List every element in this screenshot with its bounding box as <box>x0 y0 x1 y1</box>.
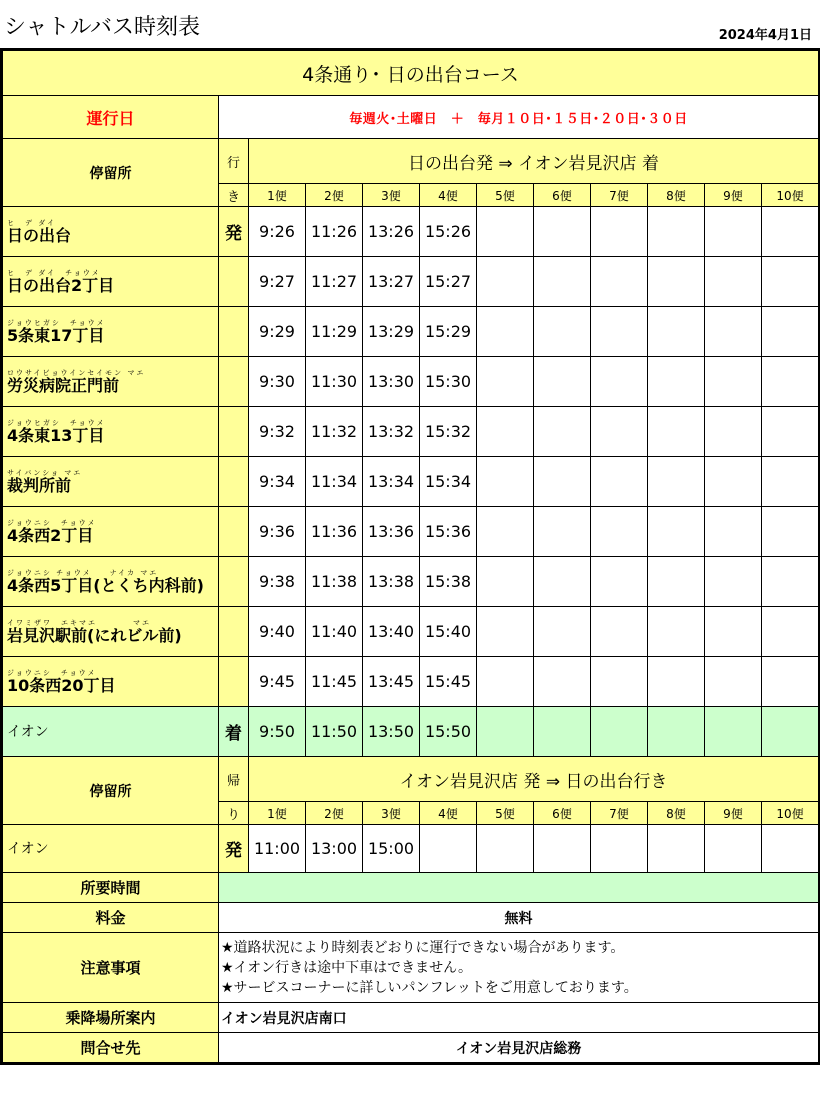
info-row <box>3 1003 819 1033</box>
bin-label: 5便 <box>477 184 534 207</box>
run-day-label: 運行日 <box>3 96 219 139</box>
departure-time <box>705 207 762 257</box>
departure-time: 9:38 <box>249 557 306 607</box>
departure-time <box>591 507 648 557</box>
bin-label: 5便 <box>477 802 534 825</box>
notes-row <box>3 933 819 1003</box>
departure-time <box>420 825 477 873</box>
stop-name: 10条西20丁目 <box>7 675 116 695</box>
stop-name-group <box>7 619 182 645</box>
departure-time: 15:30 <box>420 357 477 407</box>
departure-time: 15:32 <box>420 407 477 457</box>
departure-time: 13:34 <box>363 457 420 507</box>
issue-date: 2024年4月1日 <box>718 28 812 43</box>
stop-name-group <box>7 669 116 695</box>
departure-time <box>534 825 591 873</box>
departure-time <box>705 507 762 557</box>
departure-time: 9:29 <box>249 307 306 357</box>
note-line: ★イオン行きは途中下車はできません。 <box>221 959 472 976</box>
departure-time: 15:38 <box>420 557 477 607</box>
departure-time <box>534 307 591 357</box>
stop-name-group <box>7 369 145 395</box>
bin-label: 3便 <box>363 184 420 207</box>
departure-time <box>762 457 819 507</box>
departure-time <box>477 457 534 507</box>
departure-time <box>648 507 705 557</box>
stop-name: 5条東17丁目 <box>7 325 105 345</box>
info-label: 乗降場所案内 <box>3 1003 219 1033</box>
stop-row <box>3 307 819 357</box>
stop-row <box>3 457 819 507</box>
info-label: 所要時間 <box>3 873 219 903</box>
departure-time <box>591 557 648 607</box>
stop-row <box>3 657 819 707</box>
outbound-title: 日の出台発 ⇒ イオン岩見沢店 着 <box>249 139 819 184</box>
bin-label: 8便 <box>648 802 705 825</box>
bin-label: 3便 <box>363 802 420 825</box>
departure-time <box>534 207 591 257</box>
stop-row <box>3 207 819 257</box>
departure-time <box>534 607 591 657</box>
stop-furigana: ジョウヒガシ チョウメ <box>7 418 106 427</box>
depart-mark <box>219 557 249 607</box>
depart-mark: 発 <box>219 207 249 257</box>
departure-time: 13:38 <box>363 557 420 607</box>
departure-time <box>705 457 762 507</box>
departure-time <box>648 457 705 507</box>
departure-time <box>705 657 762 707</box>
bin-label: 8便 <box>648 184 705 207</box>
stop-name-cell <box>3 657 219 707</box>
info-row <box>3 903 819 933</box>
stop-furigana: ヒ デ ダイ <box>7 218 57 227</box>
departure-time: 13:30 <box>363 357 420 407</box>
stop-row <box>3 257 819 307</box>
stop-row <box>3 357 819 407</box>
departure-time: 11:38 <box>306 557 363 607</box>
bin-label: 7便 <box>591 184 648 207</box>
depart-mark <box>219 457 249 507</box>
departure-time <box>477 307 534 357</box>
departure-time: 15:29 <box>420 307 477 357</box>
stop-furigana: ジョウニシ チョウメ <box>7 668 97 677</box>
depart-mark <box>219 407 249 457</box>
departure-time: 11:36 <box>306 507 363 557</box>
stop-name: イオン <box>7 723 49 740</box>
stop-furigana: サイバンショ マエ <box>7 468 83 477</box>
notes-cell <box>219 933 819 1003</box>
departure-time: 9:50 <box>249 707 306 757</box>
departure-time: 15:45 <box>420 657 477 707</box>
timetable <box>0 48 820 1065</box>
departure-time: 11:30 <box>306 357 363 407</box>
info-label: 注意事項 <box>3 933 219 1003</box>
departure-time <box>534 707 591 757</box>
stop-furigana: ジョウニシ チョウメ ナイカ マエ <box>7 568 159 577</box>
info-value: 無料 <box>219 903 819 933</box>
bin-label: 4便 <box>420 184 477 207</box>
departure-time <box>477 557 534 607</box>
stop-name-group <box>7 269 114 295</box>
departure-time: 11:34 <box>306 457 363 507</box>
departure-time: 15:34 <box>420 457 477 507</box>
departure-time <box>591 257 648 307</box>
stop-name-group <box>7 569 204 595</box>
departure-time: 15:27 <box>420 257 477 307</box>
info-label: 料金 <box>3 903 219 933</box>
departure-time <box>534 457 591 507</box>
departure-time: 15:36 <box>420 507 477 557</box>
departure-time: 13:29 <box>363 307 420 357</box>
departure-time: 13:32 <box>363 407 420 457</box>
departure-time <box>762 507 819 557</box>
departure-time <box>648 307 705 357</box>
stop-name-cell <box>3 307 219 357</box>
direction-outbound-top: 行 <box>219 139 249 184</box>
stop-name-cell <box>3 557 219 607</box>
stop-name-cell <box>3 825 219 873</box>
departure-time: 9:40 <box>249 607 306 657</box>
departure-time: 9:45 <box>249 657 306 707</box>
departure-time <box>762 557 819 607</box>
departure-time: 13:27 <box>363 257 420 307</box>
departure-time <box>591 607 648 657</box>
depart-mark <box>219 357 249 407</box>
stop-name: 日の出台2丁目 <box>7 275 115 295</box>
departure-time: 11:29 <box>306 307 363 357</box>
departure-time <box>762 357 819 407</box>
bin-label: 4便 <box>420 802 477 825</box>
departure-time <box>648 657 705 707</box>
arrive-mark: 着 <box>219 707 249 757</box>
note-line: ★道路状況により時刻表どおりに運行できない場合があります。 <box>221 939 625 956</box>
departure-time <box>762 257 819 307</box>
departure-time: 11:32 <box>306 407 363 457</box>
note-line: ★サービスコーナーに詳しいパンフレットをご用意しております。 <box>221 979 638 996</box>
stop-name: 裁判所前 <box>7 475 72 495</box>
stop-name: 労災病院正門前 <box>7 375 120 395</box>
departure-time <box>534 657 591 707</box>
departure-time <box>591 407 648 457</box>
stop-name: 4条西5丁目(とくち内科前) <box>7 575 204 595</box>
bin-label: 10便 <box>762 184 819 207</box>
stop-furigana: ロウサイビョウインセイモン マエ <box>7 368 146 377</box>
departure-time <box>705 607 762 657</box>
departure-time <box>534 357 591 407</box>
departure-time <box>591 825 648 873</box>
stop-row <box>3 557 819 607</box>
direction-return-top: 帰 <box>219 757 249 802</box>
run-day-value: 毎週火･土曜日 ＋ 毎月１０日･１５日･２０日･３０日 <box>219 96 819 139</box>
return-header-row <box>3 757 819 802</box>
stop-name-cell <box>3 507 219 557</box>
bin-label: 10便 <box>762 802 819 825</box>
stop-name: 岩見沢駅前(にれビル前) <box>7 625 182 645</box>
departure-time: 11:40 <box>306 607 363 657</box>
departure-time <box>648 825 705 873</box>
departure-time: 15:50 <box>420 707 477 757</box>
departure-time <box>477 207 534 257</box>
stop-furigana: イワミザワ エキマエ マエ <box>7 618 151 627</box>
departure-time <box>762 607 819 657</box>
return-row <box>3 825 819 873</box>
depart-mark <box>219 257 249 307</box>
direction-outbound-bottom: き <box>219 184 249 207</box>
departure-time <box>591 657 648 707</box>
stop-name-cell <box>3 357 219 407</box>
bin-label: 9便 <box>705 802 762 825</box>
departure-time: 15:40 <box>420 607 477 657</box>
departure-time: 9:32 <box>249 407 306 457</box>
departure-time <box>705 407 762 457</box>
stop-name-cell <box>3 207 219 257</box>
departure-time: 9:26 <box>249 207 306 257</box>
stop-name-cell <box>3 257 219 307</box>
bin-label: 1便 <box>249 802 306 825</box>
stop-name-cell <box>3 707 219 757</box>
departure-time <box>762 207 819 257</box>
return-title: イオン岩見沢店 発 ⇒ 日の出台行き <box>249 757 819 802</box>
stop-row <box>3 607 819 657</box>
bin-label: 7便 <box>591 802 648 825</box>
stop-name-group <box>7 219 71 245</box>
departure-time <box>705 557 762 607</box>
stop-name-group <box>7 419 105 445</box>
departure-time <box>762 825 819 873</box>
departure-time: 13:50 <box>363 707 420 757</box>
departure-time <box>477 707 534 757</box>
departure-time: 11:50 <box>306 707 363 757</box>
departure-time <box>477 607 534 657</box>
stop-name: 日の出台 <box>7 225 72 245</box>
departure-time: 11:27 <box>306 257 363 307</box>
departure-time <box>534 507 591 557</box>
bin-label: 1便 <box>249 184 306 207</box>
departure-time <box>591 457 648 507</box>
departure-time <box>477 657 534 707</box>
stop-furigana: ジョウニシ チョウメ <box>7 518 97 527</box>
departure-time: 15:26 <box>420 207 477 257</box>
stop-name-cell <box>3 607 219 657</box>
departure-time: 15:00 <box>363 825 420 873</box>
page-title: シャトルバス時刻表 <box>4 15 201 40</box>
departure-time: 13:36 <box>363 507 420 557</box>
info-value: イオン岩見沢店南口 <box>219 1003 819 1033</box>
course-title: 4条通り･ 日の出台コース <box>3 51 819 96</box>
departure-time <box>762 657 819 707</box>
info-label: 問合せ先 <box>3 1033 219 1063</box>
stop-header: 停留所 <box>3 139 219 207</box>
departure-time <box>705 707 762 757</box>
departure-time <box>591 307 648 357</box>
departure-time: 11:26 <box>306 207 363 257</box>
departure-time <box>705 357 762 407</box>
departure-time <box>477 257 534 307</box>
depart-mark <box>219 507 249 557</box>
stop-name-group <box>7 469 82 495</box>
stop-furigana: ヒ デ ダイ チョウメ <box>7 268 101 277</box>
info-value: イオン岩見沢店総務 <box>219 1033 819 1063</box>
departure-time <box>705 307 762 357</box>
bin-label: 6便 <box>534 184 591 207</box>
info-row <box>3 873 819 903</box>
departure-time <box>648 707 705 757</box>
departure-time <box>648 557 705 607</box>
departure-time <box>534 407 591 457</box>
direction-return-bottom: り <box>219 802 249 825</box>
departure-time: 9:27 <box>249 257 306 307</box>
departure-time <box>477 407 534 457</box>
departure-time <box>477 357 534 407</box>
departure-time <box>477 507 534 557</box>
bin-label: 2便 <box>306 184 363 207</box>
departure-time <box>762 707 819 757</box>
departure-time: 9:30 <box>249 357 306 407</box>
bin-label: 6便 <box>534 802 591 825</box>
departure-time <box>648 407 705 457</box>
departure-time <box>705 825 762 873</box>
info-row <box>3 1033 819 1063</box>
departure-time <box>591 707 648 757</box>
stop-row <box>3 407 819 457</box>
departure-time <box>648 607 705 657</box>
departure-time <box>534 557 591 607</box>
depart-mark <box>219 307 249 357</box>
stop-header: 停留所 <box>3 757 219 825</box>
departure-time <box>591 207 648 257</box>
bin-label: 9便 <box>705 184 762 207</box>
departure-time: 13:00 <box>306 825 363 873</box>
departure-time <box>591 357 648 407</box>
arrival-row <box>3 707 819 757</box>
stop-name: イオン <box>7 840 49 857</box>
departure-time <box>648 207 705 257</box>
departure-time <box>477 825 534 873</box>
stop-name: 4条東13丁目 <box>7 425 105 445</box>
departure-time: 9:36 <box>249 507 306 557</box>
departure-time: 13:45 <box>363 657 420 707</box>
departure-time <box>648 257 705 307</box>
departure-time: 13:40 <box>363 607 420 657</box>
timetable-grid <box>2 50 819 1063</box>
departure-time: 13:26 <box>363 207 420 257</box>
departure-time <box>762 307 819 357</box>
stop-name-group <box>7 319 105 345</box>
stop-row <box>3 507 819 557</box>
depart-mark: 発 <box>219 825 249 873</box>
departure-time: 9:34 <box>249 457 306 507</box>
departure-time: 11:00 <box>249 825 306 873</box>
depart-mark <box>219 657 249 707</box>
stop-name-cell <box>3 457 219 507</box>
info-value <box>219 873 819 903</box>
stop-name-cell <box>3 407 219 457</box>
depart-mark <box>219 607 249 657</box>
departure-time <box>534 257 591 307</box>
bin-label: 2便 <box>306 802 363 825</box>
stop-name-group <box>7 519 96 545</box>
stop-name: 4条西2丁目 <box>7 525 94 545</box>
departure-time <box>648 357 705 407</box>
departure-time <box>762 407 819 457</box>
departure-time <box>705 257 762 307</box>
stop-furigana: ジョウヒガシ チョウメ <box>7 318 106 327</box>
departure-time: 11:45 <box>306 657 363 707</box>
